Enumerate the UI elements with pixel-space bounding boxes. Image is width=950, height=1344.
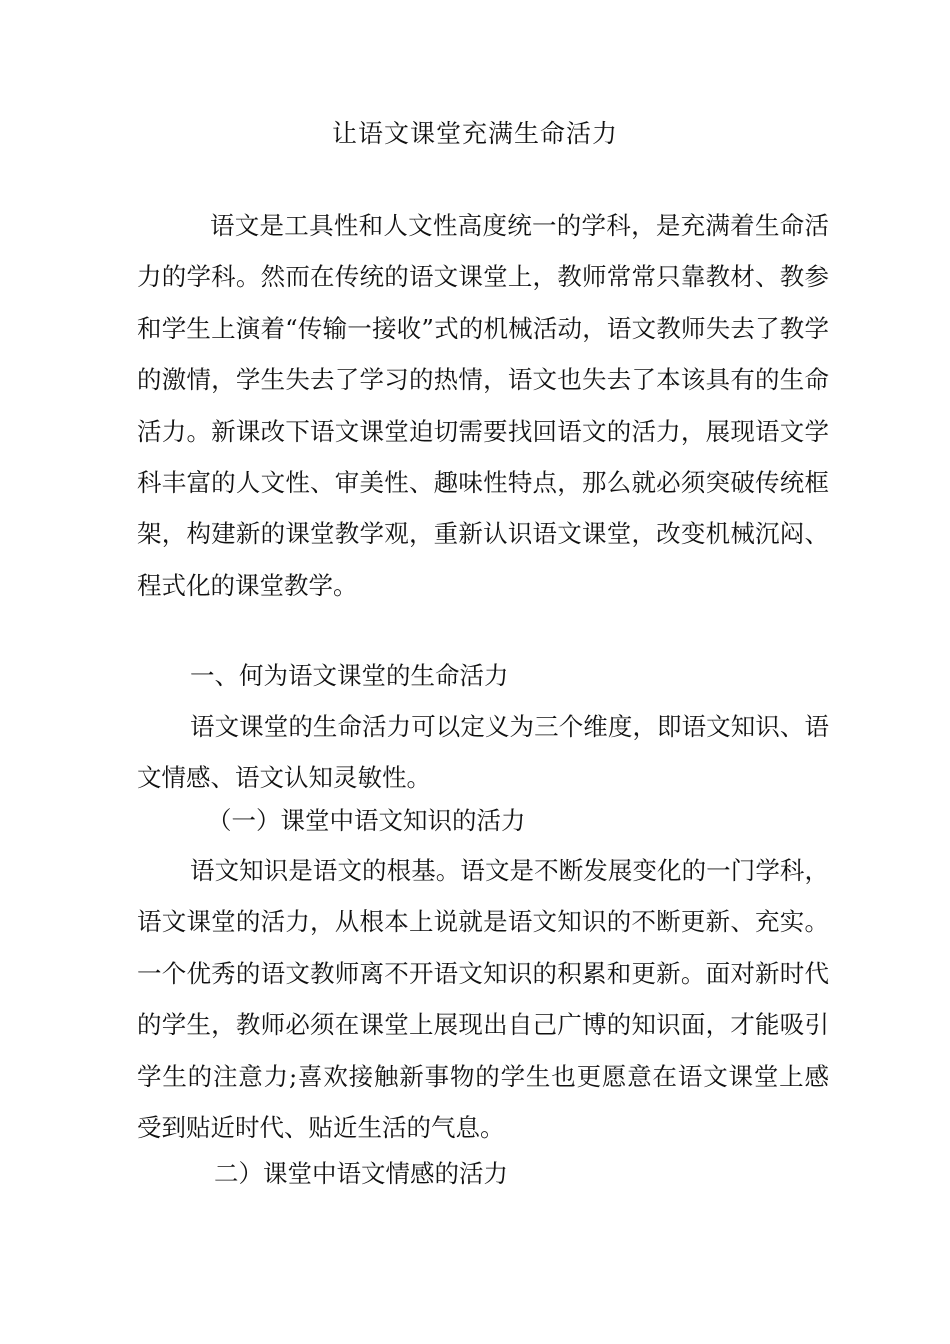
section-heading-1: 一、何为语文课堂的生命活力 <box>190 661 509 690</box>
section-1-paragraph: 语文课堂的生命活力可以定义为三个维度，即语文知识、语文情感、语文认知灵敏性。 <box>137 712 829 793</box>
subsection-heading-1: （一）课堂中语文知识的活力 <box>207 806 526 835</box>
document-title: 让语文课堂充满生命活力 <box>331 119 618 148</box>
subsection-heading-2: 二）课堂中语文情感的活力 <box>214 1159 508 1188</box>
intro-paragraph: 语文是工具性和人文性高度统一的学科，是充满着生命活力的学科。然而在传统的语文课堂上，教师常常只靠教材、教参和学生上演着“传输一接收”式的机械活动，语文教师失去了教学的激情，学生失去了学习的热情，语文也失去了本该具有的生命活力。新课改下语文课堂迫切需要找回语文的活力，展现语文学科丰富的人文性、审美性、趣味性特点，那么就必须突破传统框架，构建新的课堂教学观，重新认识语文课堂，改变机械沉闷、程式化的课堂教学。 <box>137 211 829 600</box>
subsection-1-paragraph: 语文知识是语文的根基。语文是不断发展变化的一门学科，语文课堂的活力，从根本上说就是语文知识的不断更新、充实。一个优秀的语文教师离不开语文知识的积累和更新。面对新时代的学生，教师必须在课堂上展现出自己广博的知识面，才能吸引学生的注意力;喜欢接触新事物的学生也更愿意在语文课堂上感受到贴近时代、贴近生活的气息。 <box>137 856 829 1143</box>
